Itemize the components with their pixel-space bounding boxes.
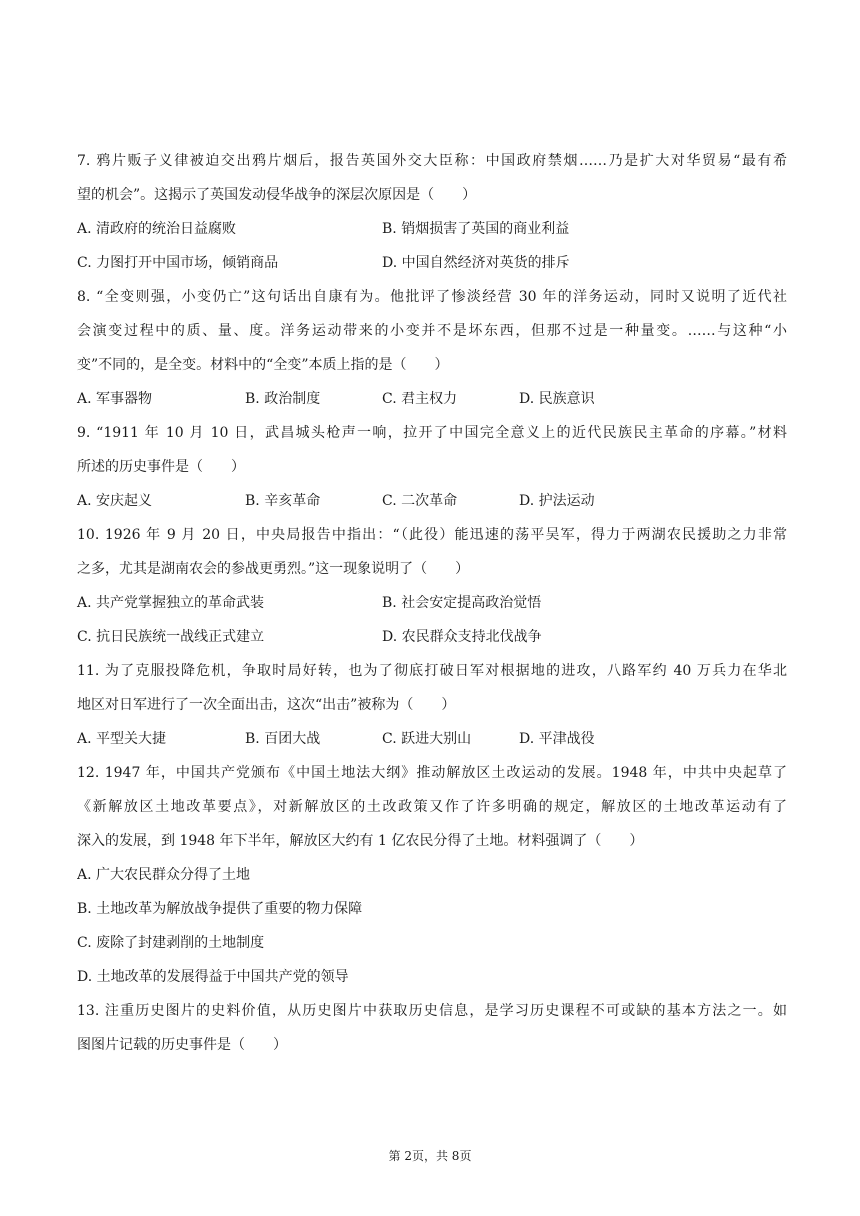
q10-stem-line-2: 之多，尤其是湖南农会的参战更勇烈。”这一现象说明了（ ）	[77, 561, 470, 577]
q12-option-a: A. 广大农民群众分得了土地	[77, 867, 251, 883]
q12-stem-line-1: 12. 1947 年，中国共产党颁布《中国土地法大纲》推动解放区土改运动的发展。1948 年，中共中央起草了	[77, 765, 787, 781]
q11-option-a: A. 平型关大捷	[77, 731, 167, 747]
q7-option-a: A. 清政府的统治日益腐败	[77, 221, 237, 237]
q8-stem-line-1: 8. “全变则强，小变仍亡”这句话出自康有为。他批评了惨淡经营 30 年的洋务运动，同时又说明了近代社	[77, 289, 787, 305]
q11-option-c: C. 跃进大别山	[382, 731, 472, 747]
q12-stem-line-3: 深入的发展，到 1948 年下半年，解放区大约有 1 亿农民分得了土地。材料强调了（ ）	[77, 833, 644, 849]
q7-stem-line-1: 7. 鸦片贩子义律被迫交出鸦片烟后，报告英国外交大臣称：中国政府禁烟……乃是扩大对华贸易“最有希	[77, 153, 787, 169]
q7-options-row-1	[77, 212, 787, 246]
question-list	[77, 144, 787, 1062]
q12-stem-line-2: 《新解放区土地改革要点》，对新解放区的土改政策又作了许多明确的规定，解放区的土地改革运动有了	[77, 799, 787, 815]
q10-options-row-2	[77, 620, 787, 654]
q13-stem-line-2: 图图片记载的历史事件是（ ）	[77, 1037, 287, 1053]
q7-stem-line-2: 望的机会”。这揭示了英国发动侵华战争的深层次原因是（ ）	[77, 187, 477, 203]
q8-option-d: D. 民族意识	[519, 391, 595, 407]
q12-option-b: B. 土地改革为解放战争提供了重要的物力保障	[77, 901, 363, 917]
q9-option-c: C. 二次革命	[382, 493, 458, 509]
q10-option-d: D. 农民群众支持北伐战争	[382, 629, 542, 645]
q8-option-b: B. 政治制度	[245, 391, 321, 407]
q13-stem-line-1: 13. 注重历史图片的史料价值，从历史图片中获取历史信息，是学习历史课程不可或缺的基本方法之一。如	[77, 1003, 787, 1019]
q9-option-a: A. 安庆起义	[77, 493, 153, 509]
q11-option-d: D. 平津战役	[519, 731, 595, 747]
q12-option-c: C. 废除了封建剥削的土地制度	[77, 935, 265, 951]
q9-options-row	[77, 484, 787, 518]
q11-stem-line-2: 地区对日军进行了一次全面出击，这次“出击”被称为（ ）	[77, 697, 456, 713]
q8-stem-line-2: 会演变过程中的质、量、度。洋务运动带来的小变并不是坏东西，但那不过是一种量变。……与这种“小	[77, 323, 787, 339]
q8-option-a: A. 军事器物	[77, 391, 153, 407]
q7-option-c: C. 力图打开中国市场，倾销商品	[77, 255, 279, 271]
q8-option-c: C. 君主权力	[382, 391, 458, 407]
q11-stem-line-1: 11. 为了克服投降危机，争取时局好转，也为了彻底打破日军对根据地的进攻，八路军约 40 万兵力在华北	[77, 663, 787, 679]
q10-stem-line-1: 10. 1926 年 9 月 20 日，中央局报告中指出：“（此役）能迅速的荡平吴军，得力于两湖农民援助之力非常	[77, 527, 787, 543]
q11-option-b: B. 百团大战	[245, 731, 321, 747]
q7-option-d: D. 中国自然经济对英货的排斥	[382, 255, 570, 271]
q7-option-b: B. 销烟损害了英国的商业利益	[382, 221, 570, 237]
q11-options-row	[77, 722, 787, 756]
page-footer: 第 2页，共 8页	[388, 1149, 472, 1163]
q7-options-row-2	[77, 246, 787, 280]
q9-option-b: B. 辛亥革命	[245, 493, 321, 509]
q9-stem-line-2: 所述的历史事件是（ ）	[77, 459, 245, 475]
q10-option-a: A. 共产党掌握独立的革命武装	[77, 595, 265, 611]
q10-options-row-1	[77, 586, 787, 620]
q8-options-row	[77, 382, 787, 416]
q9-stem-line-1: 9. “1911 年 10 月 10 日，武昌城头枪声一响，拉开了中国完全意义上的近代民族民主革命的序幕。”材料	[77, 425, 787, 441]
q10-option-c: C. 抗日民族统一战线正式建立	[77, 629, 265, 645]
q8-stem-line-3: 变”不同的，是全变。材料中的“全变”本质上指的是（ ）	[77, 357, 449, 373]
q12-option-d: D. 土地改革的发展得益于中国共产党的领导	[77, 969, 349, 985]
q10-option-b: B. 社会安定提高政治觉悟	[382, 595, 542, 611]
q9-option-d: D. 护法运动	[519, 493, 595, 509]
